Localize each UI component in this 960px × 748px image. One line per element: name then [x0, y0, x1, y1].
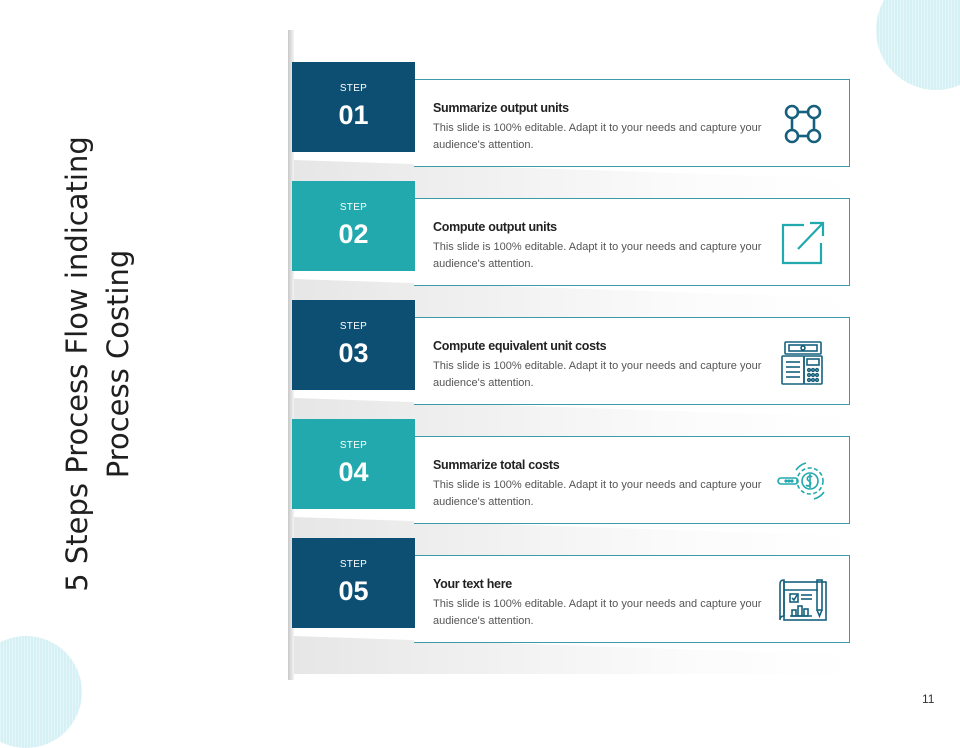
export-arrow-icon: [776, 219, 830, 267]
step-number: 02: [338, 219, 369, 249]
step-description: This slide is 100% editable. Adapt it to your needs and capture your audience's attention.: [433, 122, 762, 151]
step-card-2: [414, 198, 850, 286]
step-label: STEP: [339, 440, 368, 451]
step-badge-4: [292, 419, 415, 509]
cash-calculator-icon: [776, 338, 830, 386]
slide-title-line-2: Process Costing: [101, 249, 135, 479]
step-label: STEP: [339, 321, 368, 332]
dollar-gear-icon: [776, 457, 830, 505]
step-number: 05: [338, 576, 369, 606]
step-title: Your text here: [433, 577, 512, 591]
step-title: Compute output units: [433, 220, 557, 234]
step-badge-5: [292, 538, 415, 628]
network-nodes-icon: [776, 100, 830, 148]
step-number: 04: [338, 457, 369, 487]
decorative-circle-bottom-left: [0, 636, 82, 748]
step-label: STEP: [339, 559, 368, 570]
step-badge-2: [292, 181, 415, 271]
step-description: This slide is 100% editable. Adapt it to your needs and capture your audience's attention.: [433, 241, 762, 270]
step-badge-1: [292, 62, 415, 152]
blueprint-chart-icon: [776, 576, 830, 624]
page-number: 11: [922, 692, 935, 706]
step-description: This slide is 100% editable. Adapt it to your needs and capture your audience's attention.: [433, 479, 762, 508]
step-card-3: [414, 317, 850, 405]
step-number: 01: [338, 100, 369, 130]
slide-title: [43, 104, 153, 624]
step-label: STEP: [339, 83, 368, 94]
step-title: Summarize total costs: [433, 458, 560, 472]
step-card-5: [414, 555, 850, 643]
step-description: This slide is 100% editable. Adapt it to your needs and capture your audience's attention.: [433, 360, 762, 389]
step-number: 03: [338, 338, 369, 368]
step-card-4: [414, 436, 850, 524]
slide-title-line-1: 5 Steps Process Flow indicating: [60, 136, 94, 592]
step-card-1: [414, 79, 850, 167]
step-badge-3: [292, 300, 415, 390]
step-title: Summarize output units: [433, 101, 569, 115]
step-title: Compute equivalent unit costs: [433, 339, 607, 353]
step-description: This slide is 100% editable. Adapt it to your needs and capture your audience's attention.: [433, 598, 762, 627]
decorative-circle-top-right: [876, 0, 960, 90]
step-label: STEP: [339, 202, 368, 213]
